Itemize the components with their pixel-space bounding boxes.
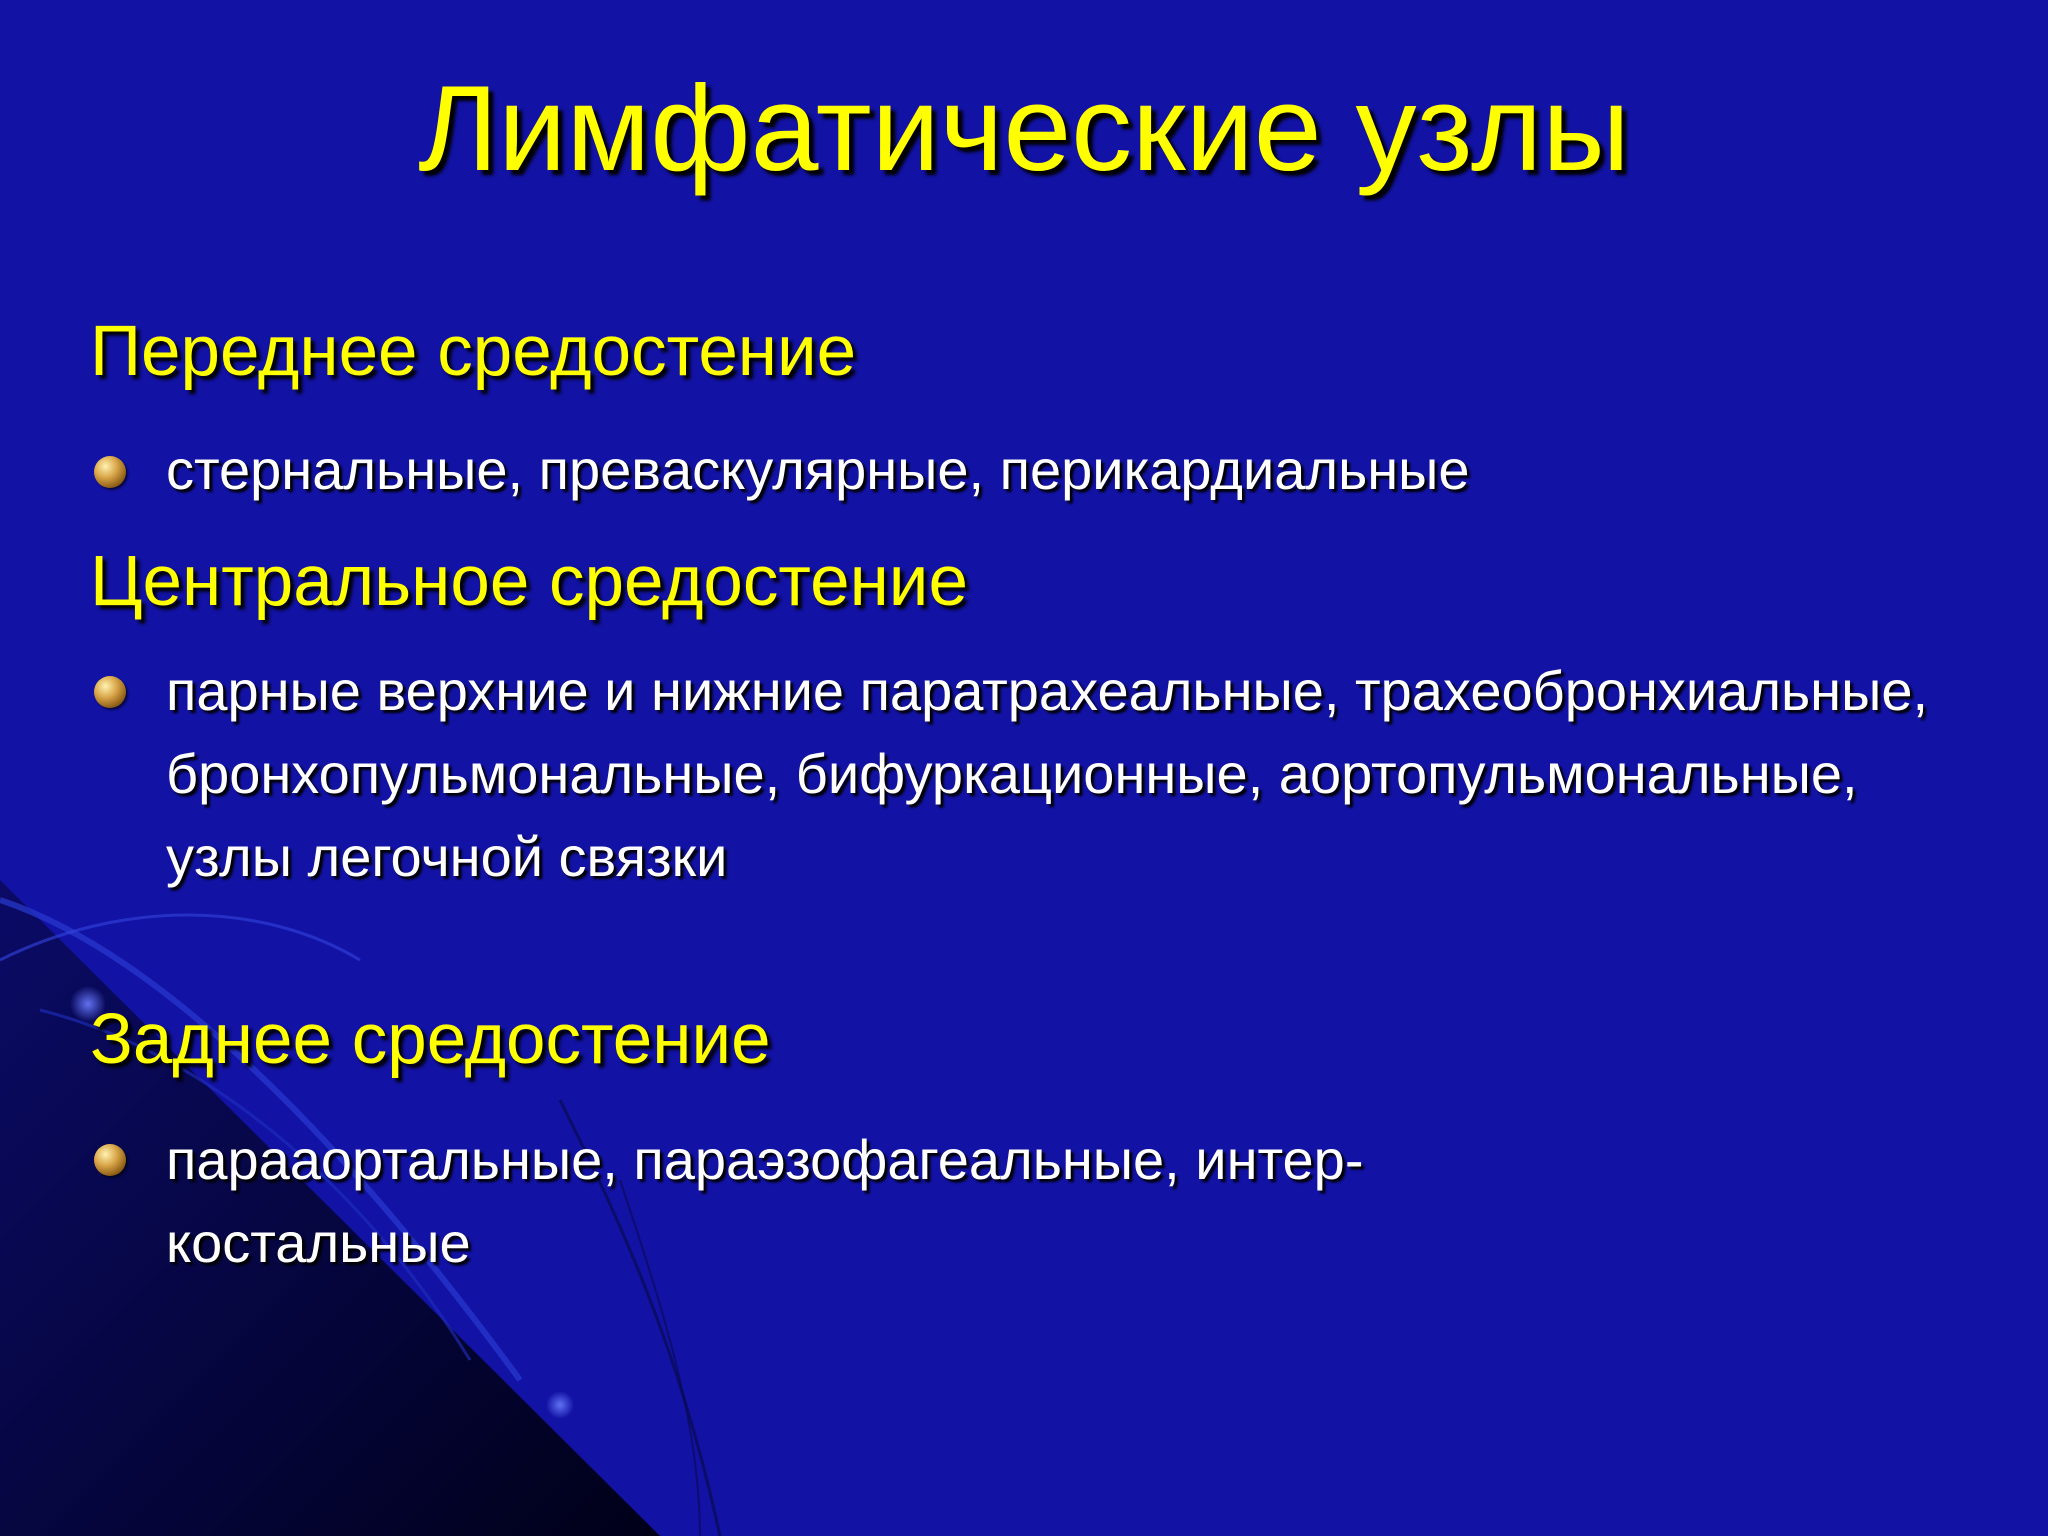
section-heading-anterior: Переднее средостение bbox=[90, 312, 857, 391]
slide-title: Лимфатические узлы bbox=[418, 60, 1630, 196]
section-heading-posterior: Заднее средостение bbox=[90, 1000, 771, 1079]
section-item-central: парные верхние и нижние паратрахеальные, трахеобронхиальные, бронхопульмональные, бифуркационные, аортопульмональные, узлы легочной связки bbox=[166, 659, 1929, 888]
section-item-posterior: парааортальные, параэзофагеальные, интер-костальные bbox=[166, 1128, 1364, 1274]
gold-sphere-bullet-icon bbox=[94, 456, 126, 488]
gold-sphere-bullet-icon bbox=[94, 1144, 126, 1176]
section-item-anterior: стернальные, превaскулярные, перикардиальные bbox=[166, 438, 1470, 501]
gold-sphere-bullet-icon bbox=[94, 676, 126, 708]
section-heading-central: Центральное средостение bbox=[90, 542, 968, 621]
